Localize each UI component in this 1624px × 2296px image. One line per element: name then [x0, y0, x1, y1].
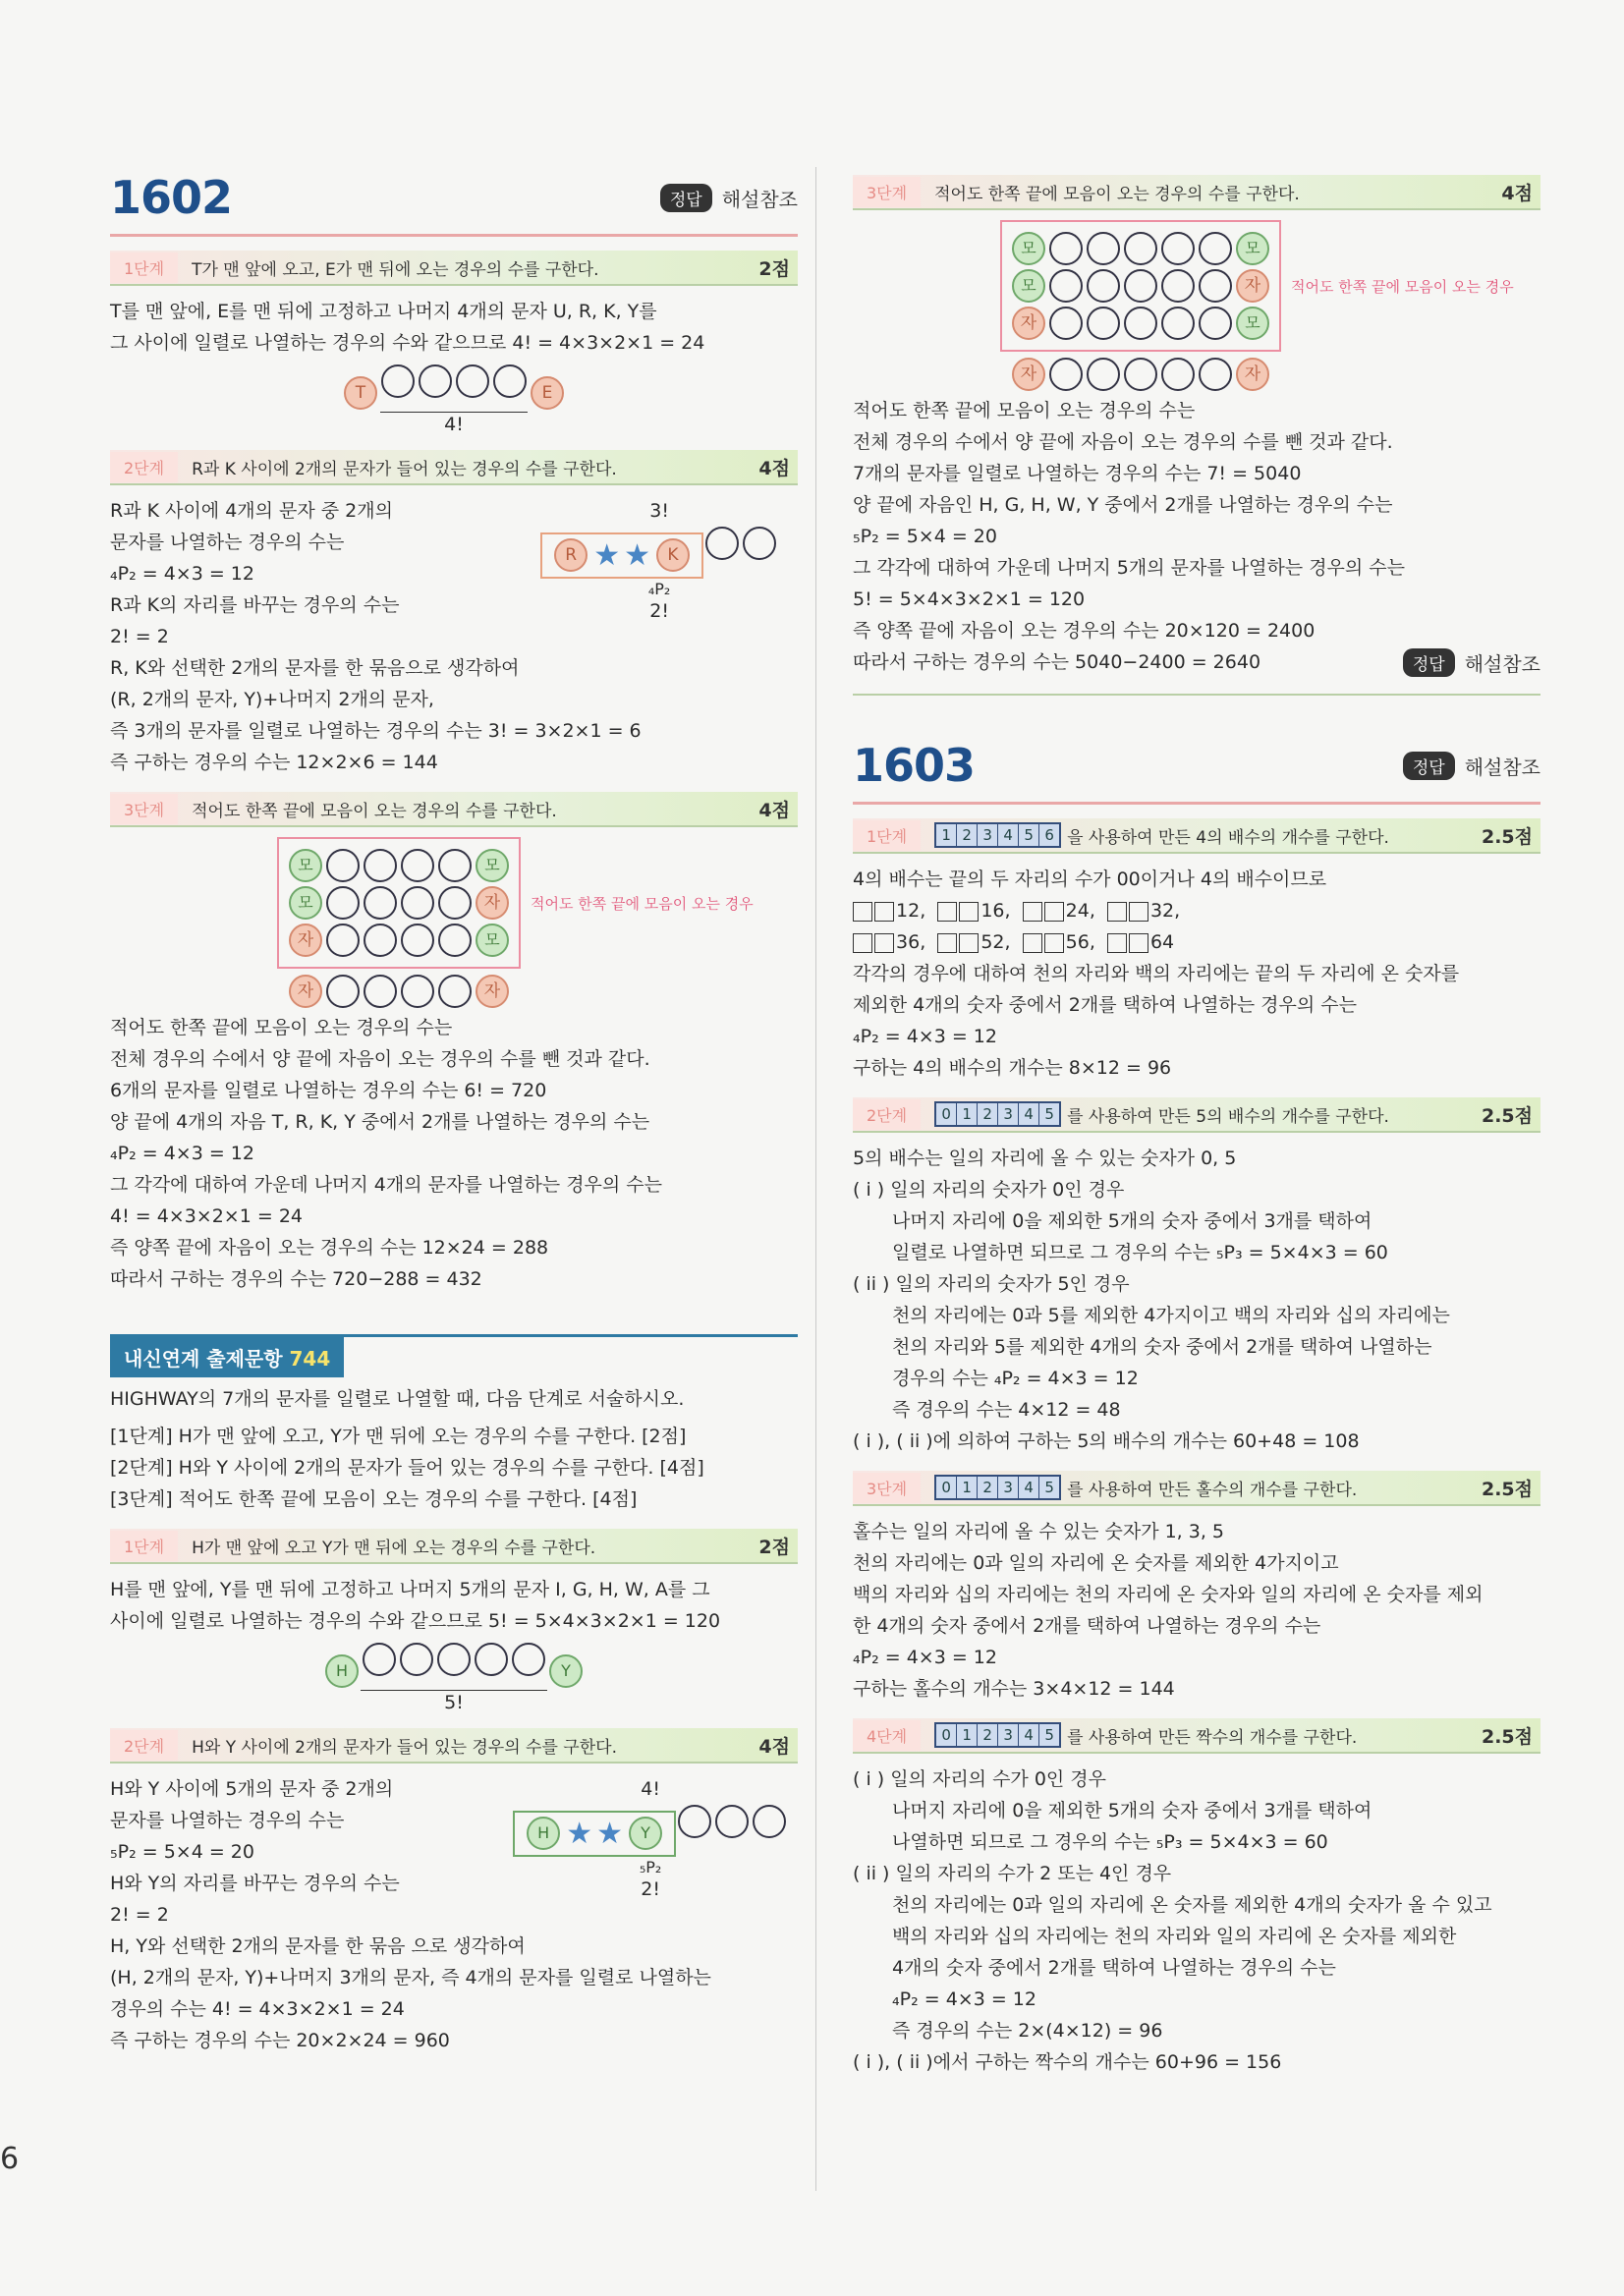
text-line: 4의 배수는 끝의 두 자리의 수가 00이거나 4의 배수이므로 [853, 868, 1327, 890]
text-line: R과 K의 자리를 바꾸는 경우의 수는 [110, 594, 400, 616]
letter-circle: K [656, 538, 690, 572]
text-line: 문자를 나열하는 경우의 수는 [110, 532, 345, 553]
slot-circle [1199, 232, 1232, 265]
ending-value: 16 [980, 900, 1005, 922]
ending-value: 56 [1065, 931, 1090, 953]
step-title: 를 사용하여 만든 짝수의 개수를 구한다. [1067, 1727, 1358, 1748]
step-points: 2.5점 [1481, 1478, 1533, 1500]
step-points: 4점 [758, 799, 790, 821]
slot-circle [326, 975, 360, 1008]
end-circle: 모 [1012, 269, 1045, 303]
diagram-mid-label: ₄P₂ [647, 579, 671, 598]
text-line: 백의 자리와 십의 자리에는 천의 자리와 일의 자리에 온 숫자를 제외한 [892, 1926, 1457, 1947]
group-frame [540, 532, 703, 579]
digit-card: 3 [978, 824, 998, 846]
answer-text: 해설참조 [721, 187, 798, 211]
end-circle: 모 [1012, 232, 1045, 265]
text-line: 5! = 5×4×3×2×1 = 120 [853, 588, 1086, 610]
step-label: 4단계 [853, 1720, 921, 1751]
text-line: 6개의 문자를 일렬로 나열하는 경우의 수는 6! = 720 [110, 1080, 547, 1101]
digit-card: 2 [957, 824, 978, 846]
related-num: 744 [289, 1347, 331, 1371]
end-circle: 모 [1236, 307, 1269, 340]
text-line: 나머지 자리에 0을 제외한 5개의 숫자 중에서 3개를 택하여 [892, 1210, 1372, 1232]
digit-cards [934, 822, 1061, 848]
diagram-bottom-label: 2! [649, 599, 669, 622]
step-header [853, 1097, 1540, 1133]
problem-number: 1603 [853, 739, 976, 792]
digit-card: 1 [957, 1724, 978, 1746]
slot-circle [678, 1805, 711, 1838]
answer-text: 해설참조 [1464, 755, 1540, 779]
text-line: 경우의 수는 ₄P₂ = 4×3 = 12 [892, 1368, 1139, 1389]
step-points: 2점 [758, 257, 790, 280]
slot-circle [512, 1643, 545, 1676]
text-line: (R, 2개의 문자, Y)+나머지 2개의 문자, [110, 689, 434, 710]
slot-circle [715, 1805, 749, 1838]
text-line: 천의 자리에는 0과 일의 자리에 온 숫자를 제외한 4개의 숫자가 올 수 있고 [892, 1894, 1492, 1916]
text-line: ₄P₂ = 4×3 = 12 [110, 563, 254, 585]
group-diagram [540, 495, 778, 652]
slot-circle [401, 849, 434, 882]
end-circle: 자 [289, 975, 322, 1008]
text-line: 일렬로 나열하면 되므로 그 경우의 수는 ₅P₃ = 5×4×3 = 60 [892, 1242, 1388, 1263]
slot-circle [456, 364, 489, 398]
step-points: 2.5점 [1481, 1104, 1533, 1127]
star-icon: ★ [596, 1816, 623, 1851]
digit-card: 5 [1019, 824, 1039, 846]
text-line: 전체 경우의 수에서 양 끝에 자음이 오는 경우의 수를 뺀 것과 같다. [853, 431, 1393, 453]
text-line: ( i ), ( ii )에 의하여 구하는 5의 배수의 개수는 60+48 = 108 [853, 1430, 1360, 1452]
group-frame [513, 1811, 676, 1857]
text-line: 그 각각에 대하여 가운데 나머지 4개의 문자를 나열하는 경우의 수는 [110, 1174, 663, 1196]
text-line: 그 각각에 대하여 가운데 나머지 5개의 문자를 나열하는 경우의 수는 [853, 557, 1406, 579]
star-icon: ★ [566, 1816, 593, 1851]
text-line: H와 Y의 자리를 바꾸는 경우의 수는 [110, 1873, 400, 1894]
vowel-grid-diagram [277, 837, 798, 969]
digit-card: 4 [1019, 1103, 1039, 1125]
related-problem-section [110, 1334, 798, 1377]
slot-circle [1087, 269, 1120, 303]
digit-cards [934, 1475, 1061, 1500]
vowel-grid-diagram [1000, 220, 1540, 352]
step-title: R과 K 사이에 2개의 문자가 들어 있는 경우의 수를 구한다. [192, 459, 617, 479]
slot-circle [326, 886, 360, 920]
slot-circle [326, 849, 360, 882]
problem-number: 1602 [110, 171, 233, 224]
letter-circle: H [325, 1654, 359, 1688]
answer-tag: 정답 [1403, 648, 1455, 677]
slot-circle [1161, 358, 1195, 391]
right-column [853, 167, 1540, 2078]
text-line: ₄P₂ = 4×3 = 12 [110, 1143, 254, 1164]
slot-circle [1161, 269, 1195, 303]
slot-circle [437, 1643, 471, 1676]
slot-circle [743, 527, 776, 560]
end-circle: 모 [289, 849, 322, 882]
step-label: 1단계 [110, 252, 178, 283]
slot-circle [326, 924, 360, 957]
text-line: 양 끝에 자음인 H, G, H, W, Y 중에서 2개를 나열하는 경우의 수는 [853, 494, 1393, 516]
slot-circle [1124, 307, 1157, 340]
related-tag-rest: 출제문항 [206, 1347, 283, 1371]
step-header [853, 818, 1540, 854]
grid-extra-row [1010, 358, 1540, 391]
text-line: 따라서 구하는 경우의 수는 5040−2400 = 2640 [853, 651, 1261, 673]
digit-card: 6 [1039, 824, 1059, 846]
digit-card: 0 [936, 1477, 957, 1498]
step-points: 2.5점 [1481, 825, 1533, 848]
step-label: 2단계 [110, 1730, 178, 1761]
step-header [853, 175, 1540, 210]
slot-circle [753, 1805, 786, 1838]
step-points: 2점 [758, 1536, 790, 1558]
text-line: 천의 자리와 5를 제외한 4개의 숫자 중에서 2개를 택하여 나열하는 [892, 1336, 1432, 1358]
text-line: ₄P₂ = 4×3 = 12 [853, 1026, 997, 1047]
slot-circle [475, 1643, 508, 1676]
text-line: H와 Y 사이에 5개의 문자 중 2개의 [110, 1778, 394, 1800]
text-line: ( i ) 일의 자리의 숫자가 0인 경우 [853, 1179, 1125, 1201]
step-label: 3단계 [110, 794, 178, 824]
slot-circle [1124, 269, 1157, 303]
end-circle: 자 [476, 975, 509, 1008]
star-icon: ★ [593, 537, 621, 573]
slot-circle [363, 1643, 396, 1676]
text-line: 경우의 수는 4! = 4×3×2×1 = 24 [110, 1998, 405, 2020]
text-line: 백의 자리와 십의 자리에는 천의 자리에 온 숫자와 일의 자리에 온 숫자를 제외 [853, 1584, 1484, 1605]
step-title: 를 사용하여 만든 5의 배수의 개수를 구한다. [1067, 1106, 1389, 1127]
digit-card: 0 [936, 1103, 957, 1125]
slot-circle [438, 975, 472, 1008]
text-line: 2! = 2 [110, 1904, 169, 1926]
slot-circle [364, 975, 397, 1008]
digit-card: 0 [936, 1724, 957, 1746]
text-line: 즉 구하는 경우의 수는 12×2×6 = 144 [110, 752, 438, 773]
digit-card: 1 [957, 1103, 978, 1125]
bracket-label: 4! [380, 412, 528, 436]
grid-extra-row [287, 975, 798, 1008]
text-line: H, Y와 선택한 2개의 문자를 한 묶음 으로 생각하여 [110, 1935, 526, 1957]
text-line: 따라서 구하는 경우의 수는 720−288 = 432 [110, 1268, 482, 1290]
slot-circle [493, 364, 527, 398]
text-line: 홀수는 일의 자리에 올 수 있는 숫자가 1, 3, 5 [853, 1521, 1225, 1542]
answer-tag: 정답 [1403, 752, 1455, 780]
related-item: [3단계] 적어도 한쪽 끝에 모음이 오는 경우의 수를 구한다. [4점] [110, 1488, 638, 1510]
diagram-top-label: 3! [649, 500, 669, 522]
slot-circle [1199, 358, 1232, 391]
end-circle: 모 [476, 924, 509, 957]
step-header [853, 1471, 1540, 1506]
end-circle: 자 [1236, 269, 1269, 303]
ending-value: 24 [1065, 900, 1090, 922]
text-line: ( ii ) 일의 자리의 수가 2 또는 4인 경우 [853, 1863, 1172, 1884]
letter-circle: Y [549, 1654, 583, 1688]
step-title: 을 사용하여 만든 4의 배수의 개수를 구한다. [1067, 827, 1389, 848]
step-points: 4점 [1501, 182, 1533, 204]
text-line: 적어도 한쪽 끝에 모음이 오는 경우의 수는 [110, 1017, 453, 1038]
digit-card: 5 [1039, 1477, 1059, 1498]
slot-circle [705, 527, 739, 560]
answer-label [660, 184, 798, 212]
text-line: 제외한 4개의 숫자 중에서 2개를 택하여 나열하는 경우의 수는 [853, 994, 1357, 1016]
text-line: 즉 양쪽 끝에 자음이 오는 경우의 수는 12×24 = 288 [110, 1237, 549, 1259]
step-title: T가 맨 앞에 오고, E가 맨 뒤에 오는 경우의 수를 구한다. [192, 259, 599, 280]
letter-circle: R [554, 538, 588, 572]
text-line: 사이에 일렬로 나열하는 경우의 수와 같으므로 5! = 5×4×3×2×1 = 120 [110, 1610, 721, 1632]
text-line: R, K와 선택한 2개의 문자를 한 묶음으로 생각하여 [110, 657, 520, 679]
end-circle: 모 [476, 849, 509, 882]
grid-note: 적어도 한쪽 끝에 모음이 오는 경우 [1291, 277, 1514, 296]
grid-note: 적어도 한쪽 끝에 모음이 오는 경우 [531, 894, 754, 913]
slot-circle [1049, 358, 1083, 391]
letter-circle: Y [629, 1817, 662, 1850]
slot-circle [1049, 307, 1083, 340]
slot-circle [364, 924, 397, 957]
digit-card: 2 [978, 1103, 998, 1125]
text-line: 구하는 4의 배수의 개수는 8×12 = 96 [853, 1057, 1172, 1079]
text-line: T를 맨 앞에, E를 맨 뒤에 고정하고 나머지 4개의 문자 U, R, K, Y를 [110, 301, 657, 322]
ending-value: 52 [980, 931, 1005, 953]
text-line: 구하는 홀수의 개수는 3×4×12 = 144 [853, 1678, 1175, 1700]
end-circle: 자 [476, 886, 509, 920]
digit-card: 3 [998, 1724, 1019, 1746]
text-line: 양 끝에 4개의 자음 T, R, K, Y 중에서 2개를 나열하는 경우의 수는 [110, 1111, 650, 1133]
slot-circle [364, 886, 397, 920]
text-line: 한 4개의 숫자 중에서 2개를 택하여 나열하는 경우의 수는 [853, 1615, 1321, 1637]
diagram-bottom-label: 2! [641, 1877, 660, 1900]
ending-value: 64 [1149, 931, 1175, 953]
answer-tag: 정답 [660, 184, 712, 212]
step-label: 2단계 [853, 1099, 921, 1130]
step-header [110, 1529, 798, 1564]
slot-circle [381, 364, 415, 398]
slot-circle [1087, 232, 1120, 265]
text-line: 4개의 숫자 중에서 2개를 택하여 나열하는 경우의 수는 [892, 1957, 1336, 1979]
slot-circle [364, 849, 397, 882]
digit-card: 3 [998, 1477, 1019, 1498]
digit-card: 4 [998, 824, 1019, 846]
end-circle: 자 [1236, 358, 1269, 391]
vowel-grid [1000, 220, 1281, 352]
related-intro: HIGHWAY의 7개의 문자를 일렬로 나열할 때, 다음 단계로 서술하시오. [110, 1388, 685, 1410]
text-line: 즉 3개의 문자를 일렬로 나열하는 경우의 수는 3! = 3×2×1 = 6 [110, 720, 642, 742]
vowel-grid [277, 837, 521, 969]
text-line: 천의 자리에는 0과 5를 제외한 4가지이고 백의 자리와 십의 자리에는 [892, 1305, 1450, 1326]
text-line: 4! = 4×3×2×1 = 24 [110, 1205, 303, 1227]
arrangement-diagram [110, 364, 798, 436]
ending-value: 12 [896, 900, 921, 922]
arrangement-diagram [110, 1643, 798, 1714]
text-line: ( i ), ( ii )에서 구하는 짝수의 개수는 60+96 = 156 [853, 2051, 1282, 2073]
end-circle: 모 [289, 886, 322, 920]
text-line: ( i ) 일의 자리의 수가 0인 경우 [853, 1768, 1107, 1790]
slot-circle [1199, 307, 1232, 340]
text-line: 각각의 경우에 대하여 천의 자리와 백의 자리에는 끝의 두 자리에 온 숫자를 [853, 963, 1460, 984]
text-line: ₅P₂ = 5×4 = 20 [853, 526, 997, 547]
text-line: 7개의 문자를 일렬로 나열하는 경우의 수는 7! = 5040 [853, 463, 1302, 484]
letter-circle: E [531, 376, 564, 410]
step-label: 1단계 [853, 820, 921, 851]
text-line: 즉 경우의 수는 4×12 = 48 [892, 1399, 1121, 1421]
answer-label [1403, 646, 1540, 678]
problem-header-1603 [853, 735, 1540, 805]
slot-circle [1199, 269, 1232, 303]
digit-card: 5 [1039, 1724, 1059, 1746]
step-label: 3단계 [853, 1473, 921, 1503]
step-header [110, 450, 798, 485]
step-header [110, 251, 798, 286]
related-tag-main: 내신연계 [124, 1347, 200, 1371]
digit-card: 5 [1039, 1103, 1059, 1125]
slot-circle [438, 886, 472, 920]
text-line: (H, 2개의 문자, Y)+나머지 3개의 문자, 즉 4개의 문자를 일렬로 나열하는 [110, 1967, 711, 1988]
endings-row: 12, 16, 24, 32, [853, 895, 1540, 926]
endings-row: 36, 52, 56, 64 [853, 926, 1540, 958]
text-line: 적어도 한쪽 끝에 모음이 오는 경우의 수는 [853, 400, 1196, 421]
slot-circle [1049, 232, 1083, 265]
bracket-label: 5! [361, 1690, 547, 1714]
letter-circle: H [527, 1817, 560, 1850]
slot-circle [1124, 232, 1157, 265]
text-line: 즉 구하는 경우의 수는 20×2×24 = 960 [110, 2030, 450, 2051]
related-item: [1단계] H가 맨 앞에 오고, Y가 맨 뒤에 오는 경우의 수를 구한다. [2점] [110, 1426, 687, 1447]
text-line: R과 K 사이에 4개의 문자 중 2개의 [110, 500, 393, 522]
slot-circle [400, 1643, 433, 1676]
text-line: 나열하면 되므로 그 경우의 수는 ₅P₃ = 5×4×3 = 60 [892, 1831, 1328, 1853]
text-line: 2! = 2 [110, 626, 169, 647]
text-line: 천의 자리에는 0과 일의 자리에 온 숫자를 제외한 4가지이고 [853, 1552, 1339, 1574]
digit-card: 3 [998, 1103, 1019, 1125]
ending-value: 32 [1149, 900, 1175, 922]
step-title: 를 사용하여 만든 홀수의 개수를 구한다. [1067, 1480, 1358, 1500]
slot-circle [401, 886, 434, 920]
text-line: 즉 경우의 수는 2×(4×12) = 96 [892, 2020, 1163, 2042]
problem-header-1602 [110, 167, 798, 237]
diagram-mid-label: ₅P₂ [639, 1857, 662, 1876]
end-circle: 자 [289, 924, 322, 957]
digit-card: 2 [978, 1724, 998, 1746]
step-title: H가 맨 앞에 오고 Y가 맨 뒤에 오는 경우의 수를 구한다. [192, 1538, 596, 1558]
slot-circle [1087, 307, 1120, 340]
slot-circle [1161, 232, 1195, 265]
step-label: 3단계 [853, 177, 921, 207]
step-points: 4점 [758, 457, 790, 479]
digit-cards [934, 1722, 1061, 1748]
slot-circle [438, 849, 472, 882]
digit-card: 1 [936, 824, 957, 846]
text-line: H를 맨 앞에, Y를 맨 뒤에 고정하고 나머지 5개의 문자 I, G, H, W, A를 그 [110, 1579, 710, 1600]
step-header [110, 1728, 798, 1764]
text-line: ₄P₂ = 4×3 = 12 [853, 1647, 997, 1668]
end-circle: 자 [1012, 358, 1045, 391]
text-line: ₅P₂ = 5×4 = 20 [110, 1841, 254, 1863]
step-title: 적어도 한쪽 끝에 모음이 오는 경우의 수를 구한다. [192, 801, 557, 821]
slot-circle [1049, 269, 1083, 303]
step-label: 2단계 [110, 452, 178, 482]
answer-label [1403, 752, 1540, 780]
digit-card: 1 [957, 1477, 978, 1498]
step-points: 2.5점 [1481, 1725, 1533, 1748]
text-line: 5의 배수는 일의 자리에 올 수 있는 숫자가 0, 5 [853, 1148, 1237, 1169]
slot-circle [1161, 307, 1195, 340]
text-line: 나머지 자리에 0을 제외한 5개의 숫자 중에서 3개를 택하여 [892, 1800, 1372, 1821]
text-line: ₄P₂ = 4×3 = 12 [892, 1988, 1036, 2010]
ending-value: 36 [896, 931, 921, 953]
related-item: [2단계] H와 Y 사이에 2개의 문자가 들어 있는 경우의 수를 구한다. [4점] [110, 1457, 704, 1479]
step-header [110, 792, 798, 827]
step-label: 1단계 [110, 1531, 178, 1561]
page-number: 6 [0, 2142, 20, 2176]
slot-circle [1124, 358, 1157, 391]
digit-card: 4 [1019, 1477, 1039, 1498]
step-title: H와 Y 사이에 2개의 문자가 들어 있는 경우의 수를 구한다. [192, 1737, 617, 1758]
slot-circle [401, 924, 434, 957]
step-title: 적어도 한쪽 끝에 모음이 오는 경우의 수를 구한다. [934, 184, 1300, 204]
end-circle: 자 [1012, 307, 1045, 340]
star-icon: ★ [624, 537, 650, 573]
text-line: 즉 양쪽 끝에 자음이 오는 경우의 수는 20×120 = 2400 [853, 620, 1316, 642]
diagram-top-label: 4! [641, 1778, 660, 1800]
text-line: 그 사이에 일렬로 나열하는 경우의 수와 같으므로 4! = 4×3×2×1 = 24 [110, 332, 705, 354]
slot-circle [1087, 358, 1120, 391]
slot-circle [438, 924, 472, 957]
group-diagram [513, 1773, 788, 1931]
step-points: 4점 [758, 1735, 790, 1758]
digit-cards [934, 1101, 1061, 1127]
column-divider [815, 167, 816, 2191]
letter-circle: T [344, 376, 377, 410]
text-line: 전체 경우의 수에서 양 끝에 자음이 오는 경우의 수를 뺀 것과 같다. [110, 1048, 650, 1070]
answer-text: 해설참조 [1464, 651, 1540, 676]
slot-circle [419, 364, 452, 398]
step-header [853, 1718, 1540, 1754]
left-column [110, 167, 798, 2056]
digit-card: 4 [1019, 1724, 1039, 1746]
slot-circle [401, 975, 434, 1008]
text-line: ( ii ) 일의 자리의 숫자가 5인 경우 [853, 1273, 1130, 1295]
end-circle: 모 [1236, 232, 1269, 265]
text-line: 문자를 나열하는 경우의 수는 [110, 1810, 345, 1831]
digit-card: 2 [978, 1477, 998, 1498]
related-tag [110, 1337, 344, 1377]
